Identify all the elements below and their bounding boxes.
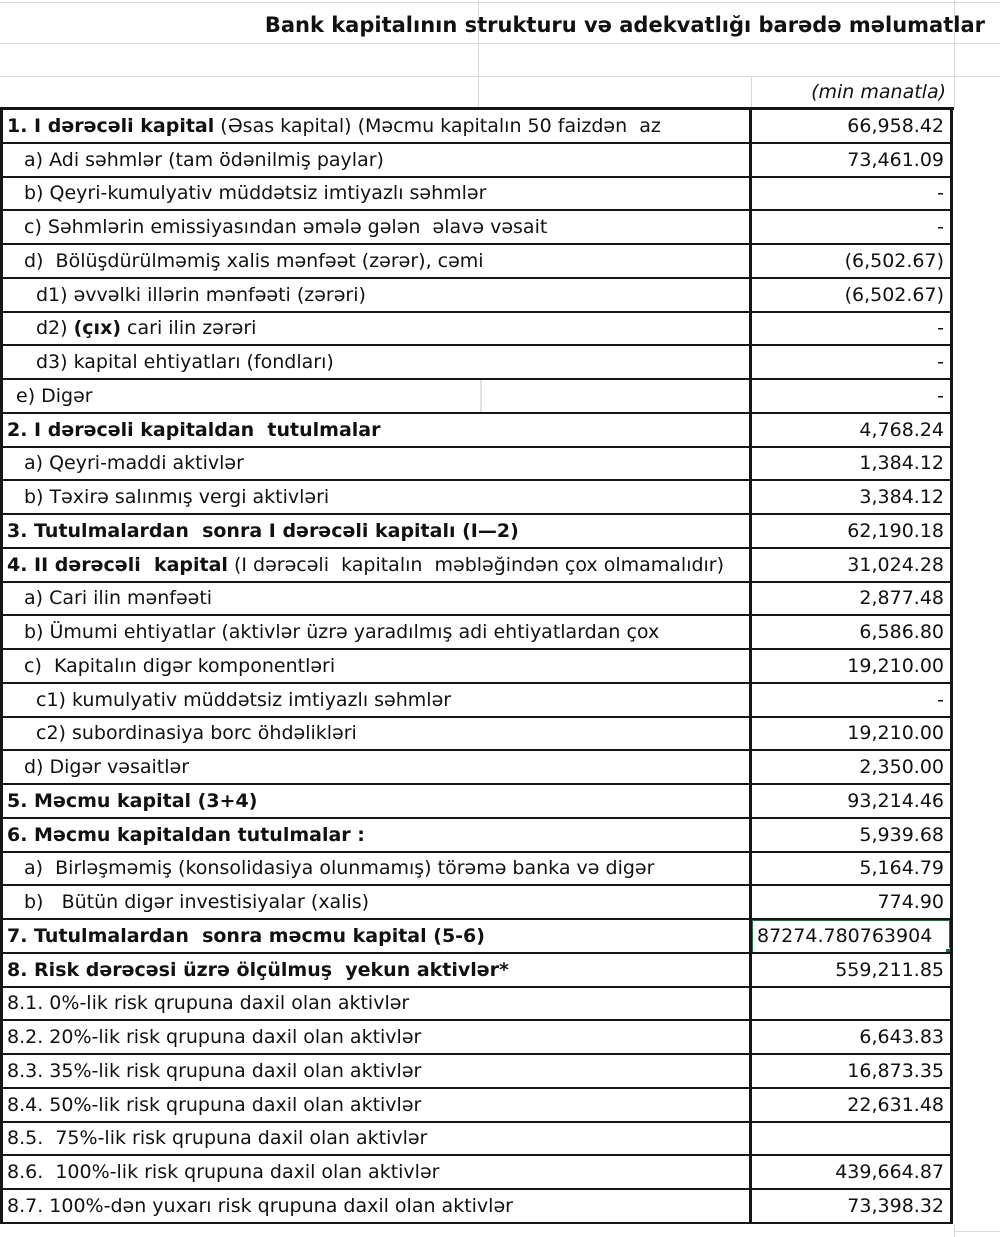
row-label-text: (Əsas kapital) (Məcmu kapitalın 50 faizdən az xyxy=(214,114,661,137)
row-label-cell[interactable] xyxy=(3,110,752,144)
row-label-cell[interactable] xyxy=(3,785,752,819)
table-row xyxy=(3,954,1000,988)
row-label-text: d2) xyxy=(36,317,74,340)
capital-table xyxy=(0,107,1000,1224)
row-gutter xyxy=(953,1055,1000,1089)
row-label-text: c1) kumulyativ müddətsiz imtiyazlı səhmlər xyxy=(36,688,452,711)
row-value-cell[interactable]: 4,768.24 xyxy=(752,414,953,448)
row-gutter xyxy=(953,583,1000,617)
row-label-cell[interactable] xyxy=(3,718,752,752)
row-label-text: 5. Məcmu kapital (3+4) xyxy=(7,789,258,812)
row-label-cell[interactable] xyxy=(3,481,752,515)
row-label-cell[interactable] xyxy=(3,313,752,347)
table-row xyxy=(3,346,1000,380)
row-gutter xyxy=(953,549,1000,583)
row-label-text: e) Digər xyxy=(16,384,93,407)
table-row xyxy=(3,1021,1000,1055)
table-row xyxy=(3,144,1000,178)
row-label-text: a) Cari ilin mənfəəti xyxy=(24,587,213,610)
row-value-cell[interactable]: - xyxy=(752,211,953,245)
row-value-cell[interactable]: - xyxy=(752,178,953,212)
table-row xyxy=(3,1089,1000,1123)
grid-hline xyxy=(954,1231,1000,1232)
table-row xyxy=(3,886,1000,920)
row-label-text: 6. Məcmu kapitaldan tutulmalar : xyxy=(7,823,365,846)
row-label-cell[interactable] xyxy=(3,684,752,718)
row-value-cell[interactable]: 93,214.46 xyxy=(752,785,953,819)
row-label-cell[interactable] xyxy=(3,583,752,617)
row-label-text: b) Təxirə salınmış vergi aktivləri xyxy=(24,486,330,509)
row-label-cell[interactable] xyxy=(3,616,752,650)
row-value-cell[interactable]: 5,164.79 xyxy=(752,853,953,887)
row-value-cell[interactable]: 2,350.00 xyxy=(752,751,953,785)
row-gutter xyxy=(953,988,1000,1022)
row-label-cell[interactable] xyxy=(3,650,752,684)
row-label-text: c) Səhmlərin emissiyasından əmələ gələn əlavə vəsait xyxy=(24,216,548,239)
row-label-cell[interactable] xyxy=(3,380,752,414)
row-gutter xyxy=(953,515,1000,549)
row-gutter xyxy=(953,178,1000,212)
row-label-cell[interactable] xyxy=(3,920,752,954)
table-row xyxy=(3,1190,1000,1224)
row-label-text: b) Ümumi ehtiyatlar (aktivlər üzrə yaradılmış adi ehtiyatlardan çox xyxy=(24,621,660,644)
row-label-cell[interactable] xyxy=(3,515,752,549)
row-label-cell[interactable] xyxy=(3,1021,752,1055)
row-label-text: (I dərəcəli kapitalın məbləğindən çox olmamalıdır) xyxy=(227,553,725,576)
table-row xyxy=(3,380,1000,414)
row-label-text: 7. Tutulmalardan sonra məcmu kapital (5-6) xyxy=(7,924,485,947)
table-row xyxy=(3,751,1000,785)
row-label-cell[interactable] xyxy=(3,886,752,920)
row-value-cell[interactable]: 2,877.48 xyxy=(752,583,953,617)
table-row xyxy=(3,853,1000,887)
row-value-cell[interactable]: 439,664.87 xyxy=(752,1156,953,1190)
row-label-cell[interactable] xyxy=(3,1089,752,1123)
table-row xyxy=(3,279,1000,313)
row-label-text: b) Bütün digər investisiyalar (xalis) xyxy=(24,891,370,914)
row-value-cell[interactable]: - xyxy=(752,346,953,380)
row-label-text: 8.3. 35%-lik risk qrupuna daxil olan aktivlər xyxy=(7,1059,422,1082)
table-row xyxy=(3,211,1000,245)
row-label-text: d) Digər vəsaitlər xyxy=(24,756,190,779)
row-value-cell[interactable]: 31,024.28 xyxy=(752,549,953,583)
table-row xyxy=(3,616,1000,650)
row-label-cell[interactable] xyxy=(3,988,752,1022)
row-value-cell[interactable]: (6,502.67) xyxy=(752,245,953,279)
row-label-text: 2. I dərəcəli kapitaldan tutulmalar xyxy=(7,418,381,441)
table-row xyxy=(3,819,1000,853)
row-value-cell[interactable]: 6,586.80 xyxy=(752,616,953,650)
row-label-cell[interactable] xyxy=(3,751,752,785)
row-gutter xyxy=(953,313,1000,347)
row-value-cell[interactable] xyxy=(752,1123,953,1157)
row-label-text: d3) kapital ehtiyatları (fondları) xyxy=(36,351,334,374)
row-gutter xyxy=(953,616,1000,650)
row-label-cell[interactable] xyxy=(3,1055,752,1089)
sheet-title: Bank kapitalının strukturu və adekvatlığı barədə məlumatlar xyxy=(264,13,985,37)
row-gutter xyxy=(953,650,1000,684)
row-label-cell[interactable] xyxy=(3,448,752,482)
row-value-cell[interactable] xyxy=(752,988,953,1022)
row-label-text: 1. I dərəcəli kapital xyxy=(7,114,215,137)
grid-hline xyxy=(0,43,1000,44)
row-gutter xyxy=(953,245,1000,279)
row-value-cell[interactable]: 19,210.00 xyxy=(752,718,953,752)
table-row xyxy=(3,1156,1000,1190)
row-label-cell[interactable] xyxy=(3,414,752,448)
row-gutter xyxy=(953,785,1000,819)
table-row xyxy=(3,684,1000,718)
table-row xyxy=(3,313,1000,347)
row-value-cell[interactable]: (6,502.67) xyxy=(752,279,953,313)
table-row xyxy=(3,448,1000,482)
table-row xyxy=(3,1055,1000,1089)
row-label-text: cari ilin zərəri xyxy=(121,317,257,340)
row-value-cell[interactable]: 19,210.00 xyxy=(752,650,953,684)
table-row xyxy=(3,785,1000,819)
row-value-cell[interactable]: 66,958.42 xyxy=(752,110,953,144)
row-gutter xyxy=(953,1021,1000,1055)
row-label-text: 8.6. 100%-lik risk qrupuna daxil olan aktivlər xyxy=(7,1161,440,1184)
row-gutter xyxy=(953,1156,1000,1190)
row-label-text: 8.4. 50%-lik risk qrupuna daxil olan aktivlər xyxy=(7,1093,422,1116)
row-label-text: 8.7. 100%-dən yuxarı risk qrupuna daxil olan aktivlər xyxy=(7,1194,513,1217)
row-gutter xyxy=(953,718,1000,752)
row-label-text: a) Adi səhmlər (tam ödənilmiş paylar) xyxy=(24,148,384,171)
row-gutter xyxy=(953,380,1000,414)
row-value-cell[interactable]: 5,939.68 xyxy=(752,819,953,853)
row-label-text: 8.2. 20%-lik risk qrupuna daxil olan aktivlər xyxy=(7,1026,422,1049)
row-gutter xyxy=(953,684,1000,718)
row-label-cell[interactable] xyxy=(3,549,752,583)
table-row xyxy=(3,515,1000,549)
table-row xyxy=(3,414,1000,448)
row-label-cell[interactable] xyxy=(3,211,752,245)
row-label-cell[interactable] xyxy=(3,279,752,313)
row-gutter xyxy=(953,346,1000,380)
row-label-text: (çıx) xyxy=(73,317,122,340)
table-row xyxy=(3,245,1000,279)
row-label-text: a) Qeyri-maddi aktivlər xyxy=(24,452,244,475)
row-gutter xyxy=(953,1123,1000,1157)
row-value-cell[interactable]: 73,398.32 xyxy=(752,1190,953,1224)
row-gutter xyxy=(953,751,1000,785)
row-gutter xyxy=(953,211,1000,245)
row-gutter xyxy=(953,110,1000,144)
row-label-text: c2) subordinasiya borc öhdəlikləri xyxy=(36,722,357,745)
row-label-text: c) Kapitalın digər komponentləri xyxy=(24,654,336,677)
row-gutter xyxy=(953,279,1000,313)
table-rows xyxy=(0,107,1000,1224)
row-label-cell[interactable] xyxy=(3,1190,752,1224)
table-row xyxy=(3,920,1000,954)
row-label-text: b) Qeyri-kumulyativ müddətsiz imtiyazlı səhmlər xyxy=(24,182,487,205)
table-row xyxy=(3,549,1000,583)
row-label-cell[interactable] xyxy=(3,819,752,853)
row-label-cell[interactable] xyxy=(3,954,752,988)
row-label-cell[interactable] xyxy=(3,245,752,279)
table-row xyxy=(3,583,1000,617)
row-gutter xyxy=(953,920,1000,954)
grid-hline xyxy=(0,2,1000,3)
table-row xyxy=(3,1123,1000,1157)
row-label-cell[interactable] xyxy=(3,346,752,380)
row-label-cell[interactable] xyxy=(3,853,752,887)
row-gutter xyxy=(953,1089,1000,1123)
row-label-cell[interactable] xyxy=(3,1123,752,1157)
row-label-text: 3. Tutulmalardan sonra I dərəcəli kapitalı (I—2) xyxy=(7,519,519,542)
row-value-cell[interactable]: 774.90 xyxy=(752,886,953,920)
row-label-text: d1) əvvəlki illərin mənfəəti (zərəri) xyxy=(36,283,366,306)
row-gutter xyxy=(953,144,1000,178)
row-label-text: 8.5. 75%-lik risk qrupuna daxil olan aktivlər xyxy=(7,1127,428,1150)
row-value-cell[interactable]: 6,643.83 xyxy=(752,1021,953,1055)
row-label-text: 4. II dərəcəli kapital xyxy=(7,553,228,576)
table-row xyxy=(3,178,1000,212)
sheet-header xyxy=(0,0,1000,107)
unit-note: (min manatla) xyxy=(811,81,946,103)
row-gutter xyxy=(953,1190,1000,1224)
row-label-text: d) Bölüşdürülməmiş xalis mənfəət (zərər), cəmi xyxy=(24,249,484,272)
row-gutter xyxy=(953,853,1000,887)
table-row xyxy=(3,650,1000,684)
row-value-cell[interactable]: 1,384.12 xyxy=(752,448,953,482)
row-value-cell[interactable]: 62,190.18 xyxy=(752,515,953,549)
row-gutter xyxy=(953,414,1000,448)
row-label-text: a) Birləşməmiş (konsolidasiya olunmamış) törəmə banka və digər xyxy=(24,857,655,880)
row-gutter xyxy=(953,886,1000,920)
table-row xyxy=(3,481,1000,515)
row-gutter xyxy=(953,819,1000,853)
row-value-cell[interactable]: - xyxy=(752,684,953,718)
row-value-cell[interactable]: 22,631.48 xyxy=(752,1089,953,1123)
row-value-cell[interactable]: 559,211.85 xyxy=(752,954,953,988)
table-top-border xyxy=(0,107,954,110)
row-label-cell[interactable] xyxy=(3,144,752,178)
table-row xyxy=(3,718,1000,752)
sheet-footer xyxy=(0,1224,1000,1237)
row-value-cell[interactable]: 3,384.12 xyxy=(752,481,953,515)
row-label-cell[interactable] xyxy=(3,1156,752,1190)
row-gutter xyxy=(953,954,1000,988)
row-label-text: 8. Risk dərəcəsi üzrə ölçülmuş yekun aktivlər* xyxy=(7,958,509,981)
row-value-cell[interactable]: - xyxy=(752,380,953,414)
row-gutter xyxy=(953,481,1000,515)
row-label-text: 8.1. 0%-lik risk qrupuna daxil olan aktivlər xyxy=(7,992,410,1015)
selected-cell[interactable]: 87274.780763904 xyxy=(752,920,953,954)
table-row xyxy=(3,110,1000,144)
row-value-cell[interactable]: 16,873.35 xyxy=(752,1055,953,1089)
row-value-cell[interactable]: 73,461.09 xyxy=(752,144,953,178)
row-label-cell[interactable] xyxy=(3,178,752,212)
row-gutter xyxy=(953,448,1000,482)
row-value-cell[interactable]: - xyxy=(752,313,953,347)
table-row xyxy=(3,988,1000,1022)
